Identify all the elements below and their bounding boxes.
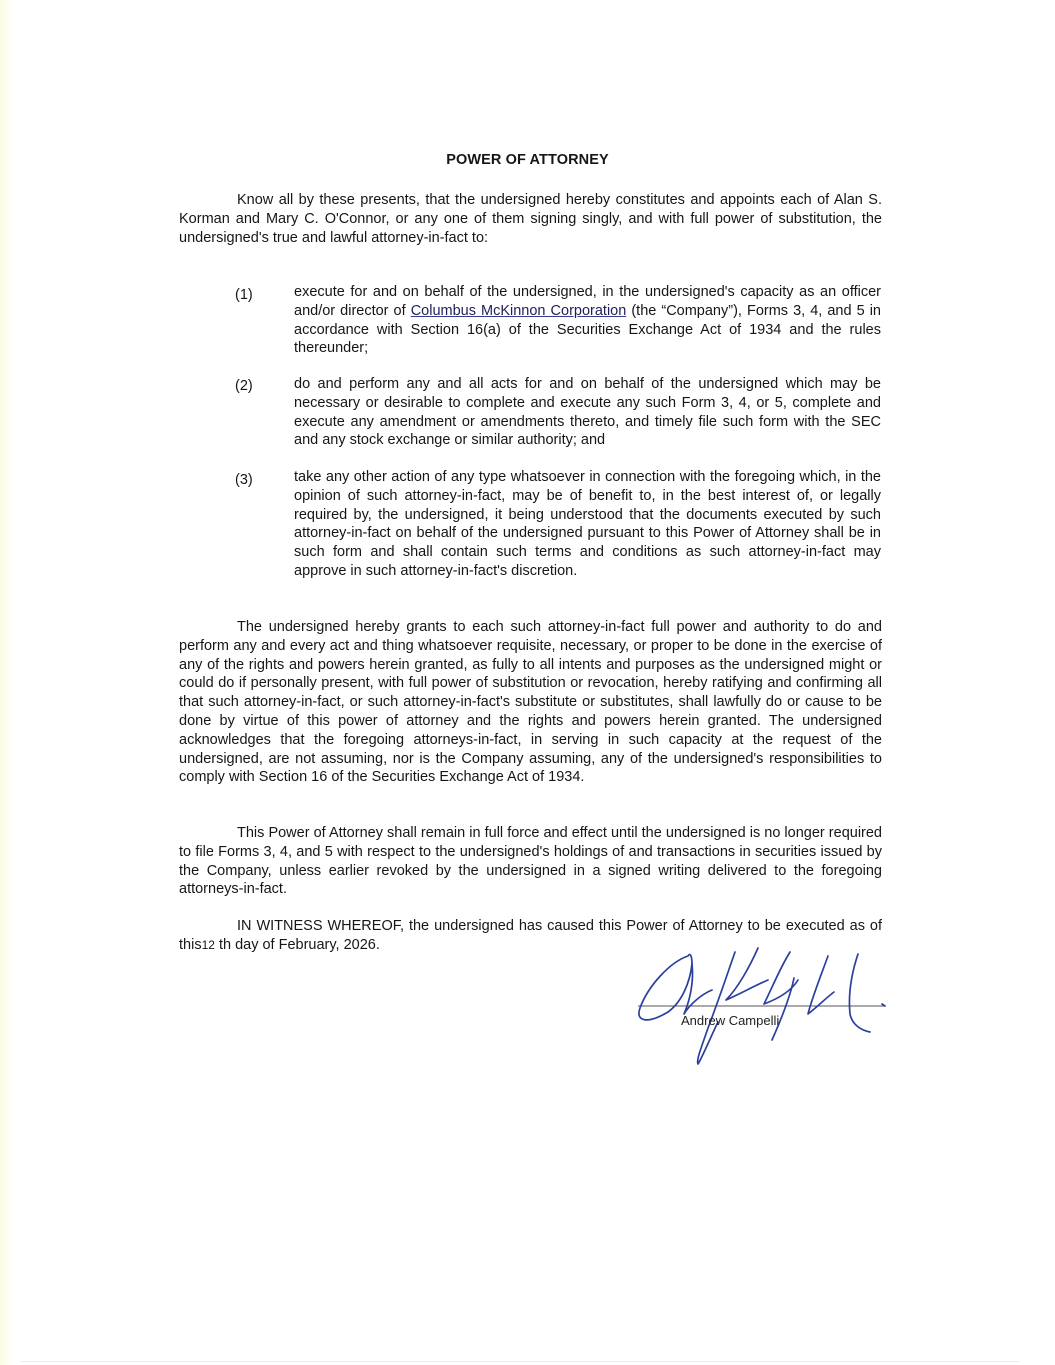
page-edge-shading — [0, 0, 14, 1365]
signature-stroke — [808, 956, 834, 1014]
signature-stroke — [698, 952, 735, 1064]
intro-paragraph: Know all by these presents, that the undersigned hereby constitutes and appoints each of Alan S. Korman and Mary C. O'Connor, or any one of them signing singly, and with full power of substitution, the undersigned's true and lawful attorney-in-fact to: — [179, 192, 882, 246]
company-name: Columbus McKinnon Corporation — [410, 302, 627, 319]
witness-day: 12 — [201, 937, 215, 952]
duration-paragraph: This Power of Attorney shall remain in full force and effect until the undersigned is no longer required to file Forms 3, 4, and 5 with respect to the undersigned's holdings of and transactions in securities issued by the Company, unless earlier revoked by the undersigned in a signed writing delivered to the foregoing attorneys-in-fact. — [179, 825, 882, 898]
grant-paragraph: The undersigned hereby grants to each such attorney-in-fact full power and authority to do and perform any and every act and thing whatsoever requisite, necessary, or proper to be done in the exercise of any of the rights and powers herein granted, as fully to all intents and purposes as the undersigned might or could do if personally present, with full power of substitution or revocation, hereby ratifying and confirming all that such attorney-in-fact, or such attorney-in-fact's substitute or substitutes, shall lawfully do or cause to be done by virtue of this power of attorney and the rights and powers herein granted. The undersigned acknowledges that the foregoing attorneys-in-fact, in serving in such capacity at the request of the undersigned, are not assuming, nor is the Company assuming, any of the undersigned's responsibilities to comply with Section 16 of the Securities Exchange Act of 1934. — [179, 619, 882, 786]
item-1-text — [294, 283, 881, 358]
signature-stroke — [849, 954, 870, 1032]
item-1-number: (1) — [235, 287, 253, 303]
handwritten-signature — [630, 942, 892, 1072]
witness-tail: th day of February, 2026. — [214, 936, 380, 953]
item-1-text-before: execute for and on behalf of the undersigned, in the undersigned's capacity as an officer and/or director of — [294, 284, 881, 319]
signer-name: Andrew Campelli — [681, 1013, 780, 1028]
witness-lead: IN WITNESS WHEREOF, the undersigned has caused this Power of Attorney to be executed as of this — [179, 918, 882, 953]
item-2-number: (2) — [235, 378, 253, 394]
signature-stroke — [726, 948, 768, 1000]
signature-stroke — [639, 954, 692, 1019]
item-2-text: do and perform any and all acts for and on behalf of the undersigned which may be necessary or desirable to complete and execute any such Form 3, 4, or 5, complete and execute any amendment or amendments thereto, and timely file such form with the SEC and any stock exchange or similar authority; and — [294, 376, 881, 449]
item-3-text: take any other action of any type whatsoever in connection with the foregoing which, in the opinion of such attorney-in-fact, may be of benefit to, in the best interest of, or legally required by, the undersigned, it being understood that the documents executed by such attorney-in-fact on behalf of the undersigned pursuant to this Power of Attorney shall be in such form and shall contain such terms and conditions as such attorney-in-fact may approve in such attorney-in-fact's discretion. — [294, 469, 881, 579]
page-bottom-edge — [20, 1361, 1020, 1362]
document-title: POWER OF ATTORNEY — [446, 152, 609, 168]
item-1-text-after: (the “Company”), Forms 3, 4, and 5 in accordance with Section 16(a) of the Securities Exchange Act of 1934 and the rules thereunder; — [294, 302, 881, 357]
item-3-number: (3) — [235, 472, 253, 488]
signature-block — [630, 942, 892, 1072]
signature-stroke — [772, 978, 794, 1040]
signature-stroke — [764, 952, 798, 1004]
